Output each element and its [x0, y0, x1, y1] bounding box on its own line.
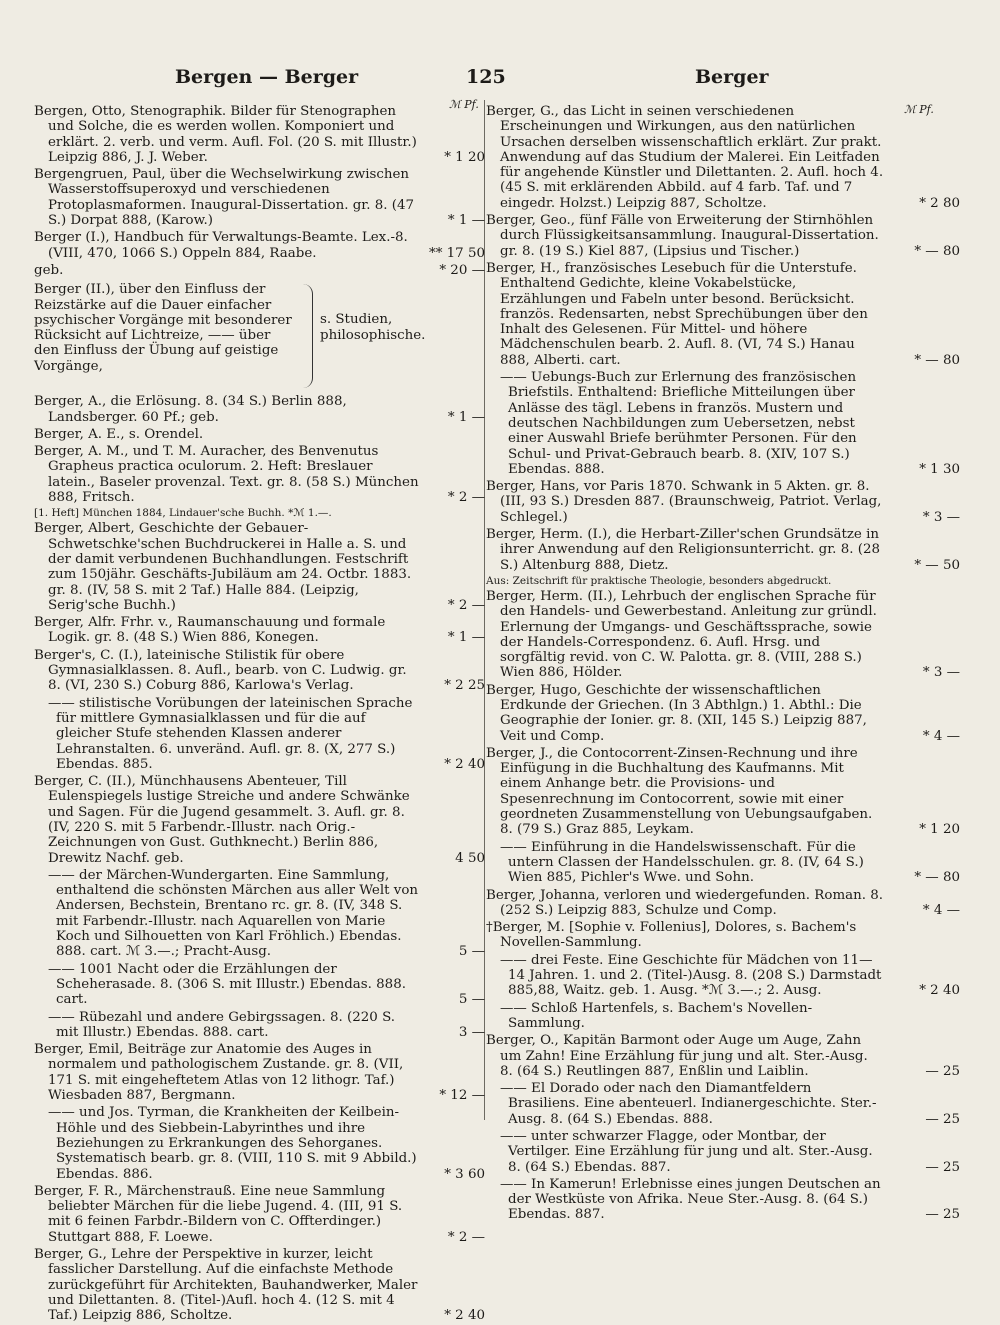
running-head-right: Berger — [695, 66, 769, 88]
bibliography-entry — [486, 953, 960, 999]
entry-text: —— 1001 Nacht oder die Erzählungen der Scheherasade. 8. (306 S. mit Illustr.) Ebendas. 888. cart. — [48, 961, 406, 1008]
price-column-head-left: ℳ Pf. — [449, 98, 479, 111]
entry-text: Berger, G., Lehre der Perspektive in kurzer, leicht fasslicher Darstellung. Auf die einfachste Methode zurückgeführt für Architekten, Bauhandwerker, Maler und Dilettanten. 8. (Titel-)Aufl. hoch 4. (12 S. mit 4 Taf.) Leipzig 886, Scholtze. — [34, 1247, 418, 1324]
entry-text: Berger, J., die Contocorrent-Zinsen-Rechnung und ihre Einfügung in die Buchhaltung des Kaufmanns. Mit einem Anhange betr. die Provisions- und Spesenrechnung im Contocorrent, sowie mit einer geordneten Zusammenstellung von Uebungsaufgaben. 8. (79 S.) Graz 885, Leykam. — [486, 745, 873, 838]
entry-text: Berger, G., das Licht in seinen verschiedenen Erscheinungen und Wirkungen, aus den natürlichen Ursachen derselben wissenschaftlich erklärt. Zur prakt. Anwendung auf das Studium der Malerei. Ein Leitfaden für angehende Künstler und Dilettanten. 2. Aufl. hoch 4. (45 S. mit erklärenden Abbild. auf 4 farb. Taf. und 7 eingedr. Holzst.) Leipzig 887, Scholtze. — [486, 104, 884, 211]
bibliography-entry — [486, 370, 960, 477]
brace-group-text: Berger (II.), über den Einfluss der Reizstärke auf die Dauer einfacher psychischer Vorgänge mit besonderer Rücksicht auf Lichtreize, —— über den Einfluss der Übung auf geistige Vorgänge, — [34, 282, 292, 374]
entry-price: * 2 40 — [444, 1308, 485, 1324]
entry-price: * — 80 — [914, 352, 960, 368]
entry-price: * 3 — — [922, 665, 960, 681]
entry-text: [1. Heft] München 1884, Lindauer'sche Buchh. *ℳ 1.—. — [34, 507, 332, 520]
entry-price: — 25 — [925, 1207, 960, 1223]
entry-price: * 1 30 — [919, 461, 960, 477]
entry-text: †Berger, M. [Sophie v. Follenius], Dolores, s. Bachem's Novellen-Sammlung. — [486, 920, 857, 951]
entry-text: Berger, A. E., s. Orendel. — [34, 426, 204, 442]
entry-text: Berger, Herm. (II.), Lehrbuch der englischen Sprache für den Handels- und Gewerbestand. Anleitung zur gründl. Erlernung der Umgangs- und Geschäftssprache, sowie der Handels-Correspondenz. 6. Aufl. Hrsg. und sorgfältig revid. von C. W. Palotta. gr. 8. (VIII, 288 S.) Wien 886, Hölder. — [486, 588, 877, 681]
bibliography-entry — [34, 696, 485, 772]
entry-text: Berger, Alfr. Frhr. v., Raumanschauung und formale Logik. gr. 8. (48 S.) Wien 886, Konegen. — [34, 615, 386, 646]
entry-price: * 1 — — [447, 213, 485, 229]
bibliography-entry — [486, 888, 960, 919]
entry-price: * 1 20 — [444, 149, 485, 165]
entry-text: Berger, Johanna, verloren und wiedergefunden. Roman. 8. (252 S.) Leipzig 883, Schulze und Comp. — [486, 887, 884, 918]
bibliography-entry — [34, 230, 485, 261]
entry-price: * 1 — — [447, 630, 485, 646]
entry-text: Berger, C. (II.), Münchhausens Abenteuer, Till Eulenspiegels lustige Streiche und andere Schwänke und Sagen. Für die Jugend gesammelt. 3. Aufl. gr. 8. (IV, 220 S. mit 5 Farbendr.-Illustr. nach Orig.-Zeichnungen von Gust. Guthknecht.) Berlin 886, Drewitz Nachf. geb. — [34, 774, 410, 866]
entry-text: —— drei Feste. Eine Geschichte für Mädchen von 11—14 Jahren. 1. und 2. (Titel-)Ausg. 8. (208 S.) Darmstadt 885,88, Waitz. geb. 1. Ausg. *ℳ 3.—.; 2. Ausg. — [500, 952, 882, 999]
bibliography-note — [486, 575, 960, 587]
bibliography-entry — [486, 840, 960, 886]
bibliography-entry — [34, 962, 485, 1008]
entry-price: * 2 40 — [919, 983, 960, 999]
entry-price: * 2 — — [447, 490, 485, 506]
bibliography-entry — [34, 774, 485, 866]
entry-text: Berger, Albert, Geschichte der Gebauer-Schwetschke'schen Buchdruckerei in Halle a. S. und der damit verbundenen Buchhandlungen. Festschrift zum 150jähr. Geschäfts-Jubiläum am 24. Octbr. 1883. gr. 8. (IV, 58 S. mit 2 Taf.) Halle 884. (Leipzig, Serig'sche Buchh.) — [34, 521, 412, 613]
left-column — [34, 104, 485, 1325]
entry-text: —— und Jos. Tyrman, die Krankheiten der Keilbein-Höhle und des Siebbein-Labyrinthes und ihre Beziehungen zu Erkrankungen des Sehorganes. Systematisch bearb. gr. 8. (VIII, 110 S. mit 9 Abbild.) Ebendas. 886. — [48, 1105, 417, 1182]
entry-price: 5 — — [458, 992, 485, 1008]
entry-text: Bergen, Otto, Stenographik. Bilder für Stenographen und Solche, die es werden wollen. Komponiert und erklärt. 2. verb. und verm. Aufl. Fol. (20 S. mit Illustr.) Leipzig 886, J. J. Weber. — [34, 104, 417, 165]
entry-price: * 2 40 — [444, 756, 485, 772]
entry-text: Berger, Hugo, Geschichte der wissenschaftlichen Erdkunde der Griechen. (In 3 Abthlgn.) 1. Abthl.: Die Geographie der Ionier. gr. 8. (XII, 145 S.) Leipzig 887, Veit und Comp. — [486, 682, 867, 744]
bibliography-entry — [34, 104, 485, 165]
entry-text: —— El Dorado oder nach den Diamantfeldern Brasiliens. Eine abenteuerl. Indianergeschichte. Ster.-Ausg. 8. (64 S.) Ebendas. 888. — [500, 1081, 877, 1127]
entry-text: Berger, A. M., und T. M. Auracher, des Benvenutus Grapheus practica oculorum. 2. Heft: Breslauer latein., Baseler provenzal. Text. gr. 8. (58 S.) München 888, Fritsch. — [34, 444, 419, 506]
page-number: 125 — [466, 66, 506, 88]
entry-price: * 3 60 — [444, 1166, 485, 1182]
entry-price: — 25 — [925, 1159, 960, 1175]
entry-text: geb. — [34, 262, 64, 278]
entry-price: 5 — — [458, 944, 485, 960]
entry-text: Berger, O., Kapitän Barmont oder Auge um Auge, Zahn um Zahn! Eine Erzählung für jung und alt. Ster.-Ausg. 8. (64 S.) Reutlingen 887, Enßlin und Laiblin. — [486, 1033, 868, 1079]
entry-price: — 25 — [925, 1063, 960, 1079]
bibliography-entry — [486, 683, 960, 744]
entry-text: —— stilistische Vorübungen der lateinischen Sprache für mittlere Gymnasialklassen und für die auf gleicher Stufe stehenden Klassen anderer Lehranstalten. 6. unveränd. Aufl. gr. 8. (X, 277 S.) Ebendas. 885. — [48, 695, 413, 772]
entry-price: — 25 — [925, 1111, 960, 1127]
entry-text: —— der Märchen-Wundergarten. Eine Sammlung, enthaltend die schönsten Märchen aus aller Welt von Andersen, Bechstein, Brentano rc. gr. 8. (IV, 348 S. mit Farbendr.-Illustr. nach Aquarellen von Marie Koch und Silhouetten von Karl Fröhlich.) Ebendas. 888. cart. ℳ 3.—.; Pracht-Ausg. — [48, 867, 419, 960]
entry-text: Berger (I.), Handbuch für Verwaltungs-Beamte. Lex.-8. (VIII, 470, 1066 S.) Oppeln 884, Raabe. — [34, 230, 408, 261]
bibliography-entry — [486, 1001, 960, 1032]
entry-price: * 2 — — [447, 597, 485, 613]
price-column-head-right: ℳ Pf. — [904, 103, 934, 116]
bibliography-entry — [34, 1247, 485, 1323]
entry-text: Berger, A., die Erlösung. 8. (34 S.) Berlin 888, Landsberger. 60 Pf.; geb. — [34, 394, 347, 425]
entry-text: Berger, Geo., fünf Fälle von Erweiterung der Stirnhöhlen durch Flüssigkeitsansammlung. Inaugural-Dissertation. gr. 8. (19 S.) Kiel 887, (Lipsius und Tischer.) — [486, 213, 879, 259]
entry-price: * — 80 — [914, 870, 960, 886]
bibliography-entry — [34, 1184, 485, 1245]
entry-text: —— unter schwarzer Flagge, oder Montbar, der Vertilger. Eine Erzählung für jung und alt. Ster.-Ausg. 8. (64 S.) Ebendas. 887. — [500, 1129, 873, 1175]
entry-text: Berger, F. R., Märchenstrauß. Eine neue Sammlung beliebter Märchen für die liebe Jugend. 4. (III, 91 S. mit 6 feinen Farbdr.-Bildern von C. Offterdinger.) Stuttgart 888, F. Loewe. — [34, 1183, 403, 1245]
entry-price: 3 — — [458, 1024, 485, 1040]
bibliography-entry — [34, 868, 485, 960]
entry-text: —— Rübezahl und andere Gebirgssagen. 8. (220 S. mit Illustr.) Ebendas. 888. cart. — [48, 1009, 396, 1040]
entry-text: Berger, H., französisches Lesebuch für die Unterstufe. Enthaltend Gedichte, kleine Vokabelstücke, Erzählungen und Fabeln unter besond. Berücksicht. französ. Redensarten, nebst Sprechübungen über den Inhalt des Gelesenen. Für Mittel- und höhere Mädchenschulen bearb. 2. Aufl. 8. (VI, 74 S.) Hanau 888, Alberti. cart. — [486, 260, 868, 368]
entry-price: * 4 — — [922, 902, 960, 918]
entry-price: * 3 — — [922, 509, 960, 525]
bibliography-entry — [486, 479, 960, 525]
entry-price: * 20 — — [439, 262, 485, 278]
entry-price: * 2 80 — [919, 195, 960, 211]
bibliography-entry — [34, 615, 485, 646]
bibliography-entry — [486, 213, 960, 259]
running-head-left: Bergen — Berger — [175, 66, 359, 88]
right-column — [486, 104, 960, 1225]
bibliography-entry — [486, 104, 960, 211]
entry-text: —— Schloß Hartenfels, s. Bachem's Novellen-Sammlung. — [500, 1000, 813, 1031]
brace-mark — [300, 284, 313, 388]
entry-price: * 1 — — [447, 409, 485, 425]
bibliography-entry — [34, 1010, 485, 1041]
entry-price: * 2 25 — [444, 678, 485, 694]
bibliography-note — [34, 507, 485, 519]
bibliography-entry — [486, 920, 960, 951]
entry-price: * 12 — — [439, 1088, 485, 1104]
bibliography-entry — [486, 589, 960, 681]
entry-price: * 4 — — [922, 728, 960, 744]
bibliography-entry — [34, 1105, 485, 1181]
bibliography-entry — [34, 263, 485, 278]
bibliography-entry — [34, 521, 485, 613]
bibliography-entry — [34, 394, 485, 425]
bibliography-entry — [486, 527, 960, 573]
entry-text: Aus: Zeitschrift für praktische Theologie, besonders abgedruckt. — [486, 574, 832, 587]
entry-text: Berger, Hans, vor Paris 1870. Schwank in 5 Akten. gr. 8. (III, 93 S.) Dresden 887. (Braunschweig, Patriot. Verlag, Schlegel.) — [486, 479, 882, 525]
bibliography-entry — [486, 1177, 960, 1223]
bibliography-entry — [486, 1081, 960, 1127]
entry-text: Berger, Emil, Beiträge zur Anatomie des Auges in normalem und pathologischem Zustande. gr. 8. (VII, 171 S. mit eingeheftetem Atlas von 12 lithogr. Taf.) Wiesbaden 887, Bergmann. — [34, 1042, 404, 1104]
entry-price: * 1 20 — [919, 822, 960, 838]
entry-text: Bergengruen, Paul, über die Wechselwirkung zwischen Wasserstoffsuperoxyd und verschiedenen Protoplasmaformen. Inaugural-Dissertation. gr. 8. (47 S.) Dorpat 888, (Karow.) — [34, 167, 415, 229]
entry-price: * — 80 — [914, 243, 960, 259]
entry-text: —— In Kamerun! Erlebnisse eines jungen Deutschen an der Westküste von Afrika. Neue Ster.-Ausg. 8. (64 S.) Ebendas. 887. — [500, 1176, 881, 1223]
bibliography-entry — [34, 427, 485, 442]
entry-text: —— Uebungs-Buch zur Erlernung des französischen Briefstils. Enthaltend: Briefliche Mitteilungen über Anlässe des tägl. Lebens in französ. Mustern und deutschen Nachbildungen zum Uebersetzen, nebst einer Auswahl Briefe berühmter Personen. Für den Schul- und Privat-Gebrauch bearb. 8. (XIV, 107 S.) Ebendas. 888. — [500, 370, 857, 477]
entry-price: * — 50 — [914, 557, 960, 573]
entry-price: ** 17 50 — [429, 245, 485, 261]
bibliography-entry — [34, 167, 485, 228]
bibliography-entry — [486, 261, 960, 368]
entry-text: Berger's, C. (I.), lateinische Stilistik für obere Gymnasialklassen. 8. Aufl., bearb. von C. Ludwig. gr. 8. (VI, 230 S.) Coburg 886, Karlowa's Verlag. — [34, 647, 407, 694]
brace-group — [34, 282, 485, 392]
entry-text: Berger, Herm. (I.), die Herbart-Ziller'schen Grundsätze in ihrer Anwendung auf den Religionsunterricht. gr. 8. (28 S.) Altenburg 888, Dietz. — [486, 527, 880, 573]
bibliography-entry — [34, 1042, 485, 1103]
entry-price: 4 50 — [455, 850, 485, 866]
brace-group-ref: s. Studien, philosophische. — [320, 312, 426, 343]
entry-text: —— Einführung in die Handelswissenschaft. Für die untern Classen der Handelsschulen. gr. 8. (IV, 64 S.) Wien 885, Pichler's Wwe. und Sohn. — [500, 839, 864, 886]
bibliography-entry — [486, 1033, 960, 1079]
entry-price: * 2 — — [447, 1229, 485, 1245]
bibliography-entry — [486, 746, 960, 838]
bibliography-entry — [34, 648, 485, 694]
bibliography-entry — [34, 444, 485, 505]
bibliography-entry — [486, 1129, 960, 1175]
